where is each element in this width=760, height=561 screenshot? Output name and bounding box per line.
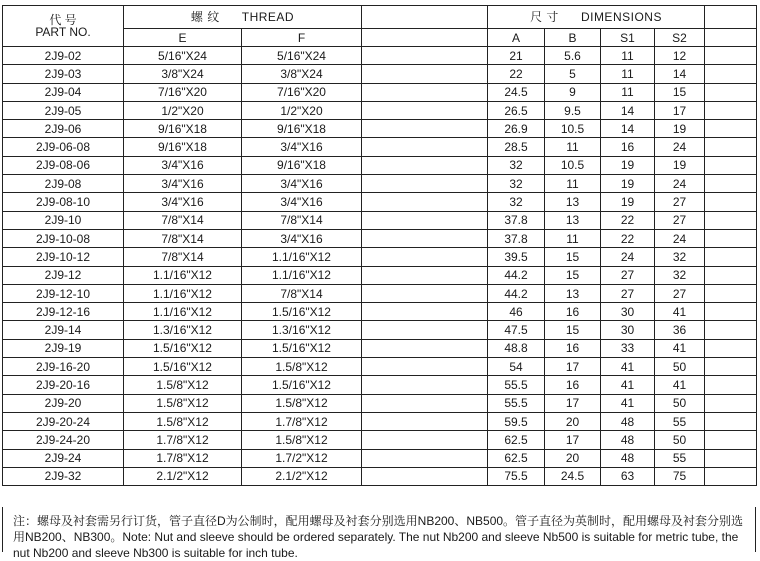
table-row xyxy=(3,339,757,357)
part-no-cell: 2J9-06 xyxy=(3,120,124,138)
dim-a-cell: 55.5 xyxy=(488,376,545,394)
table-row xyxy=(3,248,757,266)
dim-s2-cell: 50 xyxy=(655,358,705,376)
footnote-cn: 注：螺母及衬套需另行订货，管子直径D为公制时，配用螺母及衬套分别选用NB200、NB500。管子直径为英制时，配用螺母及衬套分别选用NB200、NB300。 xyxy=(13,514,744,544)
thread-e-cell: 1.5/8"X12 xyxy=(124,394,242,412)
dim-a-cell: 62.5 xyxy=(488,449,545,467)
thread-e-cell: 1.5/8"X12 xyxy=(124,376,242,394)
blank-cell xyxy=(362,376,488,394)
dim-b-cell: 17 xyxy=(545,431,601,449)
table-row xyxy=(3,412,757,430)
blank-cell xyxy=(362,156,488,174)
blank-cell xyxy=(362,266,488,284)
blank-header-cell xyxy=(362,29,488,47)
thread-e-cell: 7/16"X20 xyxy=(124,83,242,101)
blank-cell xyxy=(705,284,757,302)
dim-s1-cell: 11 xyxy=(601,65,655,83)
dim-s1-cell: 48 xyxy=(601,412,655,430)
dim-s2-cell: 24 xyxy=(655,175,705,193)
dim-s2-cell: 50 xyxy=(655,394,705,412)
dim-s1-cell: 30 xyxy=(601,303,655,321)
dim-s1-cell: 22 xyxy=(601,211,655,229)
dim-s2-cell: 27 xyxy=(655,284,705,302)
thread-e-cell: 1.1/16"X12 xyxy=(124,266,242,284)
dim-s2-cell: 36 xyxy=(655,321,705,339)
dim-a-cell: 32 xyxy=(488,175,545,193)
blank-cell xyxy=(362,211,488,229)
footnote-en: Note: Nut and sleeve should be ordered separately. The nut Nb200 and sleeve Nb500 is suitable for metric tube, the nut Nb200 and sleeve Nb300 is suitable for inch tube. xyxy=(13,530,739,560)
part-no-cell: 2J9-12-16 xyxy=(3,303,124,321)
dim-a-cell: 32 xyxy=(488,193,545,211)
dim-s2-cell: 32 xyxy=(655,266,705,284)
dim-b-cell: 10.5 xyxy=(545,156,601,174)
thread-dimension-table xyxy=(2,5,757,486)
dim-a-cell: 26.9 xyxy=(488,120,545,138)
thread-f-cell: 1.1/16"X12 xyxy=(242,266,362,284)
thread-f-cell: 1.7/2"X12 xyxy=(242,449,362,467)
thread-f-cell: 3/4"X16 xyxy=(242,175,362,193)
blank-cell xyxy=(705,321,757,339)
blank-cell xyxy=(705,229,757,247)
blank-cell xyxy=(362,120,488,138)
part-no-cell: 2J9-24 xyxy=(3,449,124,467)
part-no-cell: 2J9-02 xyxy=(3,47,124,65)
thread-e-cell: 5/16"X24 xyxy=(124,47,242,65)
dim-b-cell: 9.5 xyxy=(545,101,601,119)
blank-cell xyxy=(705,193,757,211)
thread-e-cell: 2.1/2"X12 xyxy=(124,467,242,485)
dim-b-cell: 16 xyxy=(545,339,601,357)
header-row-1 xyxy=(3,6,757,29)
dim-b-cell: 15 xyxy=(545,266,601,284)
blank-cell xyxy=(705,120,757,138)
dim-a-cell: 24.5 xyxy=(488,83,545,101)
thread-f-cell: 5/16"X24 xyxy=(242,47,362,65)
blank-cell xyxy=(705,339,757,357)
dim-s2-cell: 27 xyxy=(655,211,705,229)
part-no-cell: 2J9-20 xyxy=(3,394,124,412)
dim-b-cell: 10.5 xyxy=(545,120,601,138)
dim-s1-cell: 11 xyxy=(601,83,655,101)
dim-s1-cell: 41 xyxy=(601,358,655,376)
part-no-cell: 2J9-14 xyxy=(3,321,124,339)
table-body xyxy=(3,47,757,486)
dim-b-cell: 5 xyxy=(545,65,601,83)
table-row xyxy=(3,449,757,467)
blank-cell xyxy=(705,412,757,430)
table-row xyxy=(3,65,757,83)
blank-cell xyxy=(362,65,488,83)
table-row xyxy=(3,211,757,229)
dim-s2-cell: 12 xyxy=(655,47,705,65)
blank-cell xyxy=(705,266,757,284)
part-no-cell: 2J9-05 xyxy=(3,101,124,119)
dim-b-cell: 17 xyxy=(545,358,601,376)
dim-a-cell: 59.5 xyxy=(488,412,545,430)
dim-s1-cell: 33 xyxy=(601,339,655,357)
thread-e-cell: 7/8"X14 xyxy=(124,248,242,266)
thread-f-cell: 3/8"X24 xyxy=(242,65,362,83)
blank-cell xyxy=(705,156,757,174)
blank-cell xyxy=(705,47,757,65)
col-a-header: A xyxy=(488,29,545,47)
table-row xyxy=(3,47,757,65)
blank-cell xyxy=(705,101,757,119)
blank-cell xyxy=(362,284,488,302)
thread-f-cell: 1.5/16"X12 xyxy=(242,376,362,394)
thread-f-cell: 7/16"X20 xyxy=(242,83,362,101)
thread-f-cell: 1/2"X20 xyxy=(242,101,362,119)
dim-b-cell: 17 xyxy=(545,394,601,412)
blank-cell xyxy=(705,431,757,449)
dim-a-cell: 47.5 xyxy=(488,321,545,339)
blank-cell xyxy=(705,467,757,485)
dim-s1-cell: 48 xyxy=(601,431,655,449)
dim-s1-cell: 19 xyxy=(601,156,655,174)
dim-a-cell: 26.5 xyxy=(488,101,545,119)
blank-cell xyxy=(705,65,757,83)
table-row xyxy=(3,101,757,119)
dim-a-cell: 48.8 xyxy=(488,339,545,357)
thread-e-cell: 1/2"X20 xyxy=(124,101,242,119)
blank-cell xyxy=(362,248,488,266)
dim-b-cell: 20 xyxy=(545,412,601,430)
table-row xyxy=(3,120,757,138)
part-no-cell: 2J9-19 xyxy=(3,339,124,357)
part-no-cell: 2J9-10 xyxy=(3,211,124,229)
dim-b-cell: 13 xyxy=(545,284,601,302)
dim-a-cell: 75.5 xyxy=(488,467,545,485)
col-s2-header: S2 xyxy=(655,29,705,47)
table-row xyxy=(3,394,757,412)
dim-s1-cell: 14 xyxy=(601,120,655,138)
thread-e-cell: 1.1/16"X12 xyxy=(124,284,242,302)
thread-e-cell: 9/16"X18 xyxy=(124,138,242,156)
blank-cell xyxy=(362,467,488,485)
part-no-cell: 2J9-12-10 xyxy=(3,284,124,302)
part-no-header-en: PART NO. xyxy=(35,25,91,39)
dim-a-cell: 62.5 xyxy=(488,431,545,449)
dim-s2-cell: 41 xyxy=(655,303,705,321)
thread-f-cell: 1.5/8"X12 xyxy=(242,358,362,376)
dim-a-cell: 28.5 xyxy=(488,138,545,156)
blank-cell xyxy=(705,211,757,229)
dim-s2-cell: 24 xyxy=(655,229,705,247)
blank-cell xyxy=(362,431,488,449)
dim-a-cell: 21 xyxy=(488,47,545,65)
dim-s2-cell: 41 xyxy=(655,376,705,394)
dim-a-cell: 44.2 xyxy=(488,284,545,302)
blank-cell xyxy=(362,101,488,119)
col-e-header: E xyxy=(124,29,242,47)
dimensions-header-en: DIMENSIONS xyxy=(580,10,662,24)
part-no-cell: 2J9-20-16 xyxy=(3,376,124,394)
blank-cell xyxy=(362,47,488,65)
dim-s2-cell: 75 xyxy=(655,467,705,485)
dim-s1-cell: 63 xyxy=(601,467,655,485)
table-row xyxy=(3,284,757,302)
dim-a-cell: 22 xyxy=(488,65,545,83)
part-no-cell: 2J9-10-12 xyxy=(3,248,124,266)
part-no-cell: 2J9-32 xyxy=(3,467,124,485)
dim-s1-cell: 24 xyxy=(601,248,655,266)
dim-s1-cell: 14 xyxy=(601,101,655,119)
thread-e-cell: 3/4"X16 xyxy=(124,193,242,211)
blank-cell xyxy=(705,303,757,321)
part-no-cell: 2J9-16-20 xyxy=(3,358,124,376)
dim-b-cell: 11 xyxy=(545,138,601,156)
dim-s1-cell: 41 xyxy=(601,394,655,412)
thread-header xyxy=(124,6,362,29)
thread-f-cell: 9/16"X18 xyxy=(242,120,362,138)
dim-b-cell: 16 xyxy=(545,303,601,321)
spec-table-container xyxy=(2,5,756,486)
dim-s2-cell: 50 xyxy=(655,431,705,449)
dim-b-cell: 24.5 xyxy=(545,467,601,485)
dim-s2-cell: 19 xyxy=(655,156,705,174)
blank-cell xyxy=(705,175,757,193)
table-row xyxy=(3,83,757,101)
thread-f-cell: 9/16"X18 xyxy=(242,156,362,174)
thread-f-cell: 1.3/16"X12 xyxy=(242,321,362,339)
dim-s1-cell: 48 xyxy=(601,449,655,467)
blank-cell xyxy=(362,83,488,101)
blank-cell xyxy=(362,412,488,430)
table-row xyxy=(3,229,757,247)
dim-b-cell: 16 xyxy=(545,376,601,394)
thread-e-cell: 7/8"X14 xyxy=(124,229,242,247)
dim-a-cell: 44.2 xyxy=(488,266,545,284)
dim-b-cell: 13 xyxy=(545,211,601,229)
col-b-header: B xyxy=(545,29,601,47)
dim-b-cell: 11 xyxy=(545,229,601,247)
col-f-header: F xyxy=(242,29,362,47)
blank-cell xyxy=(362,138,488,156)
table-row xyxy=(3,156,757,174)
part-no-cell: 2J9-12 xyxy=(3,266,124,284)
part-no-cell: 2J9-10-08 xyxy=(3,229,124,247)
table-row xyxy=(3,175,757,193)
blank-cell xyxy=(362,394,488,412)
part-no-cell: 2J9-06-08 xyxy=(3,138,124,156)
part-no-header xyxy=(3,6,124,47)
dim-s1-cell: 41 xyxy=(601,376,655,394)
dim-s2-cell: 24 xyxy=(655,138,705,156)
dim-b-cell: 11 xyxy=(545,175,601,193)
dim-s1-cell: 30 xyxy=(601,321,655,339)
thread-e-cell: 3/8"X24 xyxy=(124,65,242,83)
blank-cell xyxy=(362,358,488,376)
thread-e-cell: 3/4"X16 xyxy=(124,175,242,193)
thread-header-en: THREAD xyxy=(241,10,295,24)
dim-s1-cell: 16 xyxy=(601,138,655,156)
thread-e-cell: 1.5/8"X12 xyxy=(124,412,242,430)
part-no-cell: 2J9-24-20 xyxy=(3,431,124,449)
thread-f-cell: 1.5/8"X12 xyxy=(242,394,362,412)
blank-header-cell xyxy=(705,29,757,47)
dim-s2-cell: 14 xyxy=(655,65,705,83)
dim-s1-cell: 22 xyxy=(601,229,655,247)
blank-cell xyxy=(705,138,757,156)
table-row xyxy=(3,431,757,449)
dim-s1-cell: 27 xyxy=(601,266,655,284)
thread-f-cell: 3/4"X16 xyxy=(242,229,362,247)
dim-a-cell: 55.5 xyxy=(488,394,545,412)
table-row xyxy=(3,193,757,211)
part-no-cell: 2J9-03 xyxy=(3,65,124,83)
table-row xyxy=(3,376,757,394)
dim-b-cell: 5.6 xyxy=(545,47,601,65)
dim-b-cell: 15 xyxy=(545,248,601,266)
part-no-cell: 2J9-08 xyxy=(3,175,124,193)
blank-cell xyxy=(362,175,488,193)
dim-s2-cell: 55 xyxy=(655,412,705,430)
dim-b-cell: 9 xyxy=(545,83,601,101)
dim-s1-cell: 19 xyxy=(601,175,655,193)
blank-cell xyxy=(362,339,488,357)
blank-header-cell xyxy=(362,6,488,29)
blank-cell xyxy=(362,193,488,211)
dimensions-header-cn: 尺 寸 xyxy=(530,10,559,24)
thread-f-cell: 7/8"X14 xyxy=(242,211,362,229)
blank-cell xyxy=(705,376,757,394)
dim-a-cell: 37.8 xyxy=(488,211,545,229)
thread-e-cell: 1.1/16"X12 xyxy=(124,303,242,321)
table-row xyxy=(3,321,757,339)
blank-cell xyxy=(705,449,757,467)
blank-header-cell xyxy=(705,6,757,29)
dim-s1-cell: 11 xyxy=(601,47,655,65)
blank-cell xyxy=(362,321,488,339)
thread-e-cell: 7/8"X14 xyxy=(124,211,242,229)
thread-f-cell: 1.1/16"X12 xyxy=(242,248,362,266)
thread-e-cell: 1.7/8"X12 xyxy=(124,449,242,467)
thread-f-cell: 1.5/8"X12 xyxy=(242,431,362,449)
footnote xyxy=(2,507,756,560)
table-row xyxy=(3,303,757,321)
part-no-cell: 2J9-08-06 xyxy=(3,156,124,174)
blank-cell xyxy=(705,358,757,376)
part-no-cell: 2J9-08-10 xyxy=(3,193,124,211)
dim-s2-cell: 41 xyxy=(655,339,705,357)
dim-s2-cell: 15 xyxy=(655,83,705,101)
thread-e-cell: 1.5/16"X12 xyxy=(124,339,242,357)
thread-e-cell: 1.3/16"X12 xyxy=(124,321,242,339)
dim-a-cell: 54 xyxy=(488,358,545,376)
dim-s2-cell: 55 xyxy=(655,449,705,467)
blank-cell xyxy=(362,229,488,247)
dim-s2-cell: 27 xyxy=(655,193,705,211)
thread-f-cell: 1.5/16"X12 xyxy=(242,339,362,357)
part-no-header-cn: 代 号 xyxy=(49,13,77,27)
dimensions-header xyxy=(488,6,705,29)
blank-cell xyxy=(705,248,757,266)
blank-cell xyxy=(705,83,757,101)
dim-s1-cell: 27 xyxy=(601,284,655,302)
thread-f-cell: 7/8"X14 xyxy=(242,284,362,302)
dim-a-cell: 46 xyxy=(488,303,545,321)
table-row xyxy=(3,266,757,284)
thread-f-cell: 1.5/16"X12 xyxy=(242,303,362,321)
thread-e-cell: 9/16"X18 xyxy=(124,120,242,138)
table-row xyxy=(3,138,757,156)
part-no-cell: 2J9-20-24 xyxy=(3,412,124,430)
thread-header-cn: 螺 纹 xyxy=(190,10,220,24)
col-s1-header: S1 xyxy=(601,29,655,47)
dim-b-cell: 15 xyxy=(545,321,601,339)
blank-cell xyxy=(705,394,757,412)
dim-a-cell: 37.8 xyxy=(488,229,545,247)
blank-cell xyxy=(362,449,488,467)
dim-b-cell: 13 xyxy=(545,193,601,211)
dim-a-cell: 39.5 xyxy=(488,248,545,266)
table-row xyxy=(3,467,757,485)
table-row xyxy=(3,358,757,376)
thread-e-cell: 1.5/16"X12 xyxy=(124,358,242,376)
dim-s1-cell: 19 xyxy=(601,193,655,211)
dim-a-cell: 32 xyxy=(488,156,545,174)
dim-s2-cell: 32 xyxy=(655,248,705,266)
thread-f-cell: 1.7/8"X12 xyxy=(242,412,362,430)
thread-f-cell: 3/4"X16 xyxy=(242,138,362,156)
thread-e-cell: 1.7/8"X12 xyxy=(124,431,242,449)
thread-f-cell: 2.1/2"X12 xyxy=(242,467,362,485)
thread-e-cell: 3/4"X16 xyxy=(124,156,242,174)
blank-cell xyxy=(362,303,488,321)
dim-b-cell: 20 xyxy=(545,449,601,467)
dim-s2-cell: 19 xyxy=(655,120,705,138)
part-no-cell: 2J9-04 xyxy=(3,83,124,101)
thread-f-cell: 3/4"X16 xyxy=(242,193,362,211)
dim-s2-cell: 17 xyxy=(655,101,705,119)
